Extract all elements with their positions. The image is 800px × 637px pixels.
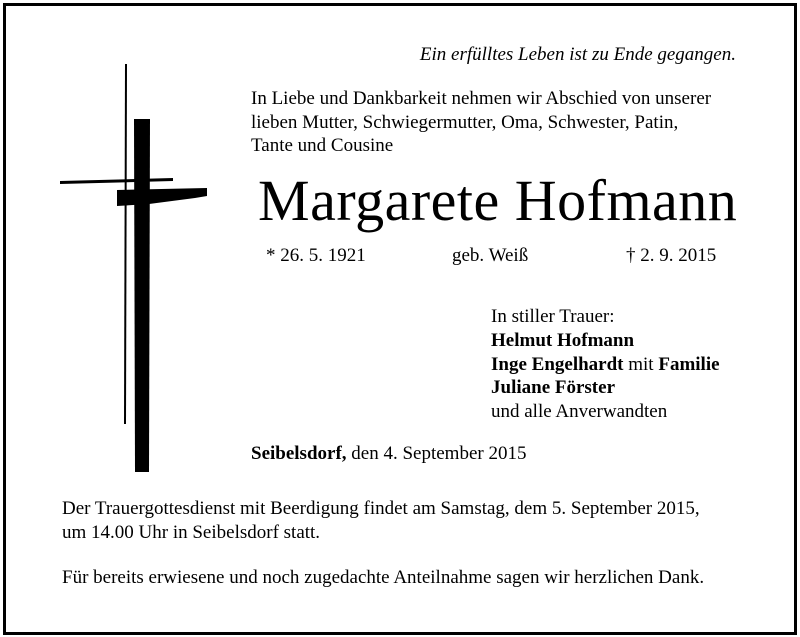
cross-icon bbox=[55, 64, 215, 476]
thanks-text: Für bereits erwiesene und noch zugedachte Anteilnahme sagen wir herzlichen Dank. bbox=[62, 567, 705, 588]
mourners-others: und alle Anverwandten bbox=[491, 401, 668, 423]
service-line: um 14.00 Uhr in Seibelsdorf statt. bbox=[62, 521, 321, 543]
mourner-name: Helmut Hofmann bbox=[491, 329, 635, 351]
place: Seibelsdorf, bbox=[251, 443, 347, 464]
service-line: Der Trauergottesdienst mit Beerdigung findet am Samstag, dem 5. September 2015, bbox=[62, 498, 700, 519]
motto: Ein erfülltes Leben ist zu Ende gegangen. bbox=[419, 44, 736, 65]
service-info bbox=[62, 497, 700, 544]
deceased-name: Margarete Hofmann bbox=[258, 168, 738, 233]
mourner-name: Inge Engelhardt bbox=[491, 353, 624, 375]
intro-line: In Liebe und Dankbarkeit nehmen wir Abschied von unserer bbox=[251, 88, 712, 109]
mourner-connector: mit bbox=[623, 353, 659, 375]
mourner-family: Familie bbox=[658, 353, 720, 375]
place-date bbox=[251, 443, 526, 465]
birth-date: * 26. 5. 1921 bbox=[266, 245, 366, 266]
maiden-name: geb. Weiß bbox=[452, 245, 529, 266]
mourners-heading: In stiller Trauer: bbox=[491, 306, 615, 327]
mourner-name: Juliane Förster bbox=[491, 377, 616, 399]
intro-text bbox=[251, 87, 711, 158]
mourners-block bbox=[491, 305, 720, 424]
intro-line: lieben Mutter, Schwiegermutter, Oma, Schwester, Patin, bbox=[251, 111, 679, 133]
date: den 4. September 2015 bbox=[346, 443, 527, 464]
intro-line: Tante und Cousine bbox=[251, 135, 394, 156]
death-date: † 2. 9. 2015 bbox=[626, 245, 717, 266]
